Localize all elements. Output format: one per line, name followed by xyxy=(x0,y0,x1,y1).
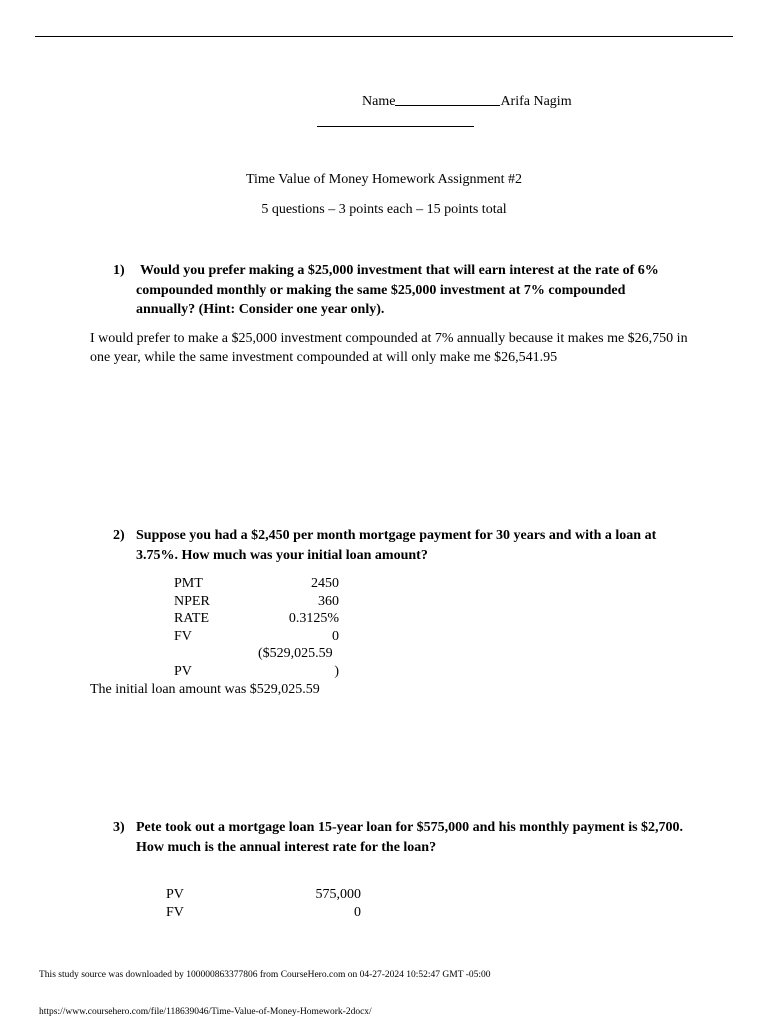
table-row xyxy=(174,593,339,611)
calc-table-3 xyxy=(166,886,361,921)
table-label: RATE xyxy=(174,611,209,626)
table-label: NPER xyxy=(174,593,210,609)
name-line xyxy=(362,93,572,110)
table-label: PMT xyxy=(174,576,203,591)
download-notice: This study source was downloaded by 100000863377806 from CourseHero.com on 04-27-2024 10:52:47 GMT -05:00 xyxy=(39,970,491,980)
table-label: FV xyxy=(174,628,192,644)
question-text: Would you prefer making a $25,000 investment that will earn interest at the rate of 6% compounded monthly or making the same $25,000 investment at 7% compounded annually? (Hint: Consider one year only). xyxy=(136,263,659,317)
pv-label: PV xyxy=(174,663,192,679)
answer-1: I would prefer to make a $25,000 investment compounded at 7% annually because it makes me $26,750 in one year, while the same investment compounded at will only make me $26,541.95 xyxy=(90,331,688,365)
assignment-subtitle: 5 questions – 3 points each – 15 points total xyxy=(261,202,507,217)
name-blank xyxy=(395,93,500,106)
table-row-pv xyxy=(174,645,339,680)
student-name: Arifa Nagim xyxy=(500,94,572,109)
assignment-title: Time Value of Money Homework Assignment #2 xyxy=(245,172,523,187)
calc-table-2 xyxy=(174,575,339,680)
name-label: Name xyxy=(362,94,396,109)
question-number: 1) xyxy=(113,263,125,278)
table-value: 2450 xyxy=(311,576,339,591)
table-value: 0 xyxy=(332,628,339,644)
table-row xyxy=(166,904,361,922)
pv-value-close: ) xyxy=(334,663,339,679)
pv-value: ($529,025.59 xyxy=(258,646,333,661)
question-2 xyxy=(113,526,688,565)
question-1 xyxy=(113,261,688,320)
question-number: 2) xyxy=(113,528,125,543)
question-text: Pete took out a mortgage loan 15-year loan for $575,000 and his monthly payment is $2,700. How much is the annual interest rate for the loan? xyxy=(136,820,684,855)
table-row xyxy=(166,886,361,904)
question-3 xyxy=(113,818,688,857)
table-value: 575,000 xyxy=(315,887,361,902)
table-label: PV xyxy=(166,887,184,902)
question-text: Suppose you had a $2,450 per month mortgage payment for 30 years and with a loan at 3.75%. How much was your initial loan amount? xyxy=(136,528,657,563)
table-row xyxy=(174,610,339,628)
table-value: 0.3125% xyxy=(288,611,339,626)
table-row xyxy=(174,575,339,593)
table-value: 360 xyxy=(318,593,339,609)
question-number: 3) xyxy=(113,820,125,835)
answer-2: The initial loan amount was $529,025.59 xyxy=(90,682,320,697)
table-value: 0 xyxy=(354,904,361,920)
source-url[interactable]: https://www.coursehero.com/file/118639046/Time-Value-of-Money-Homework-2docx/ xyxy=(39,1007,372,1017)
top-rule xyxy=(35,36,733,37)
table-row xyxy=(174,628,339,646)
table-label: FV xyxy=(166,904,184,920)
name-underline xyxy=(317,126,474,127)
